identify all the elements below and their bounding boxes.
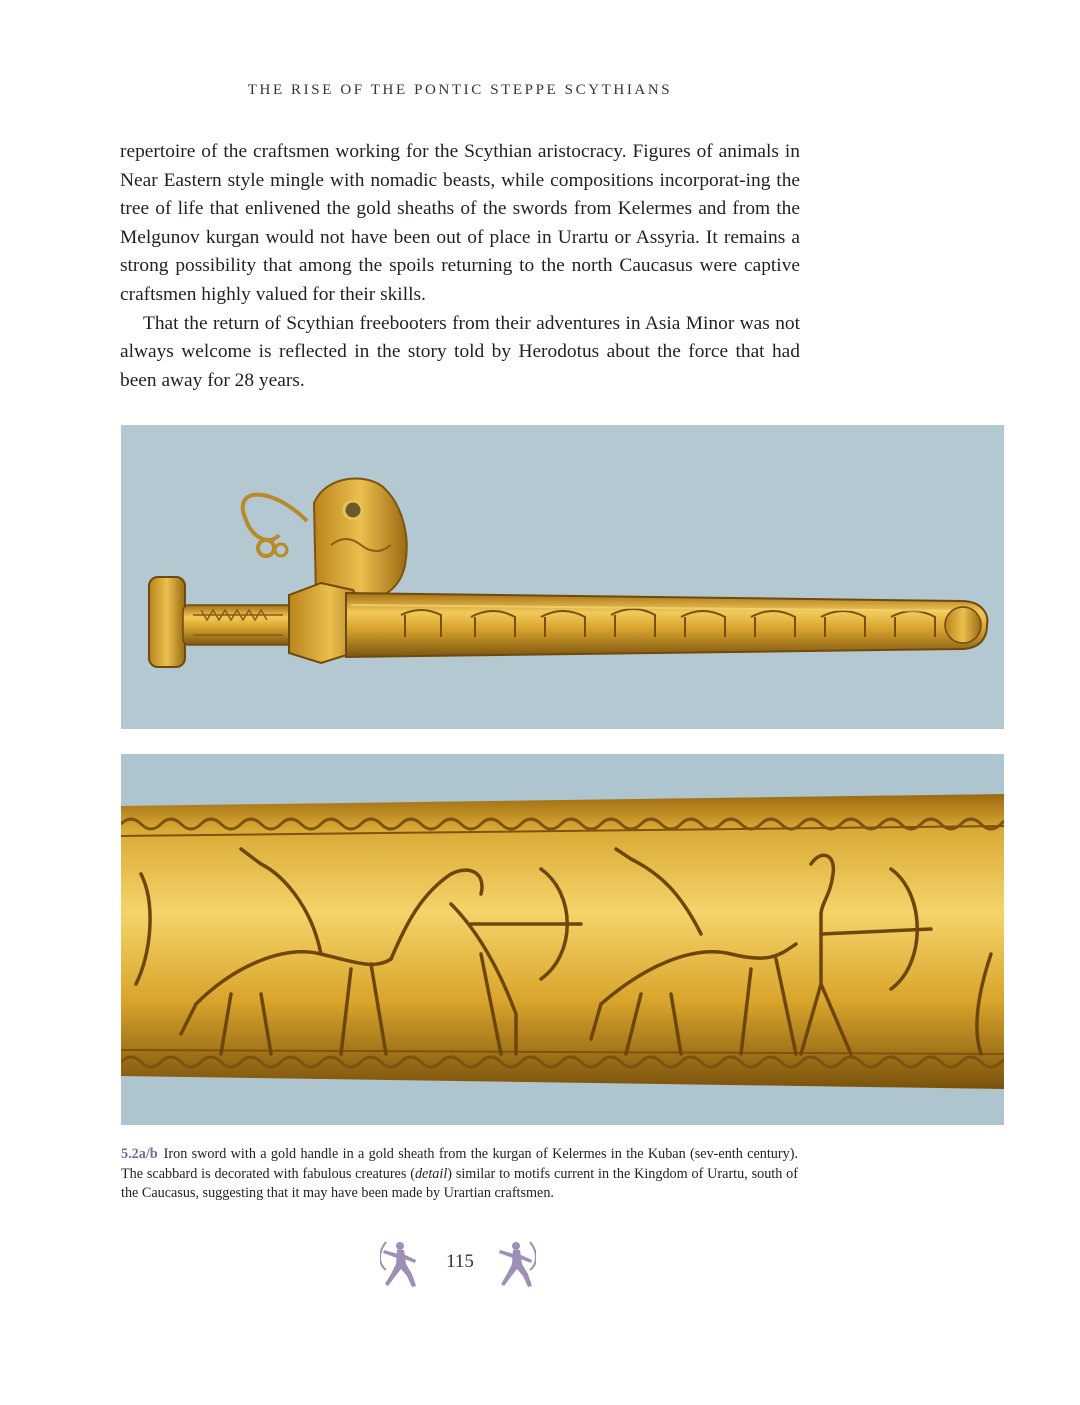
figure-caption [121,1145,798,1204]
paragraph: repertoire of the craftsmen working for the Scythian aristocracy. Figures of animals in Near Eastern style mingle with nomadic beasts, while compositions incorporat-ing the tree of life that enlivened the gold sheaths of the swords from Kelermes and from the Melgunov kurgan would not have been out of place in Urartu or Assyria. It remains a strong possibility that among the spoils returning to the north Caucasus were captive craftsmen highly valued for their skills. [120,141,800,305]
archer-ornament-icon [496,1240,536,1290]
page-number: 115 [446,1251,474,1272]
sword-photograph [121,425,1004,729]
caption-text: ) similar to motifs current in the Kingdom of Urartu, south of the Caucasus, suggesting that it may have been made by Urartian craftsmen. [121,1165,798,1201]
sword-illustration [121,425,1004,729]
running-head: THE RISE OF THE PONTIC STEPPE SCYTHIANS [247,82,673,98]
caption-emphasis: detail [414,1165,448,1182]
folio [380,1240,540,1292]
body-text [120,138,800,395]
scabbard-detail-photograph [121,754,1004,1125]
paragraph: That the return of Scythian freebooters from their adventures in Asia Minor was not always welcome is reflected in the story told by Herodotus about the force that had been away for 28 years. [120,312,800,391]
caption-text: Iron sword with a gold handle in a gold sheath from the kurgan of Kelermes in the Kuban (sev-enth century). The scabbard is decorated with fabulous creatures ( [121,1146,798,1182]
scabbard-detail-illustration [121,754,1004,1125]
archer-ornament-icon [380,1240,420,1290]
figure-number: 5.2a/b [121,1146,158,1162]
